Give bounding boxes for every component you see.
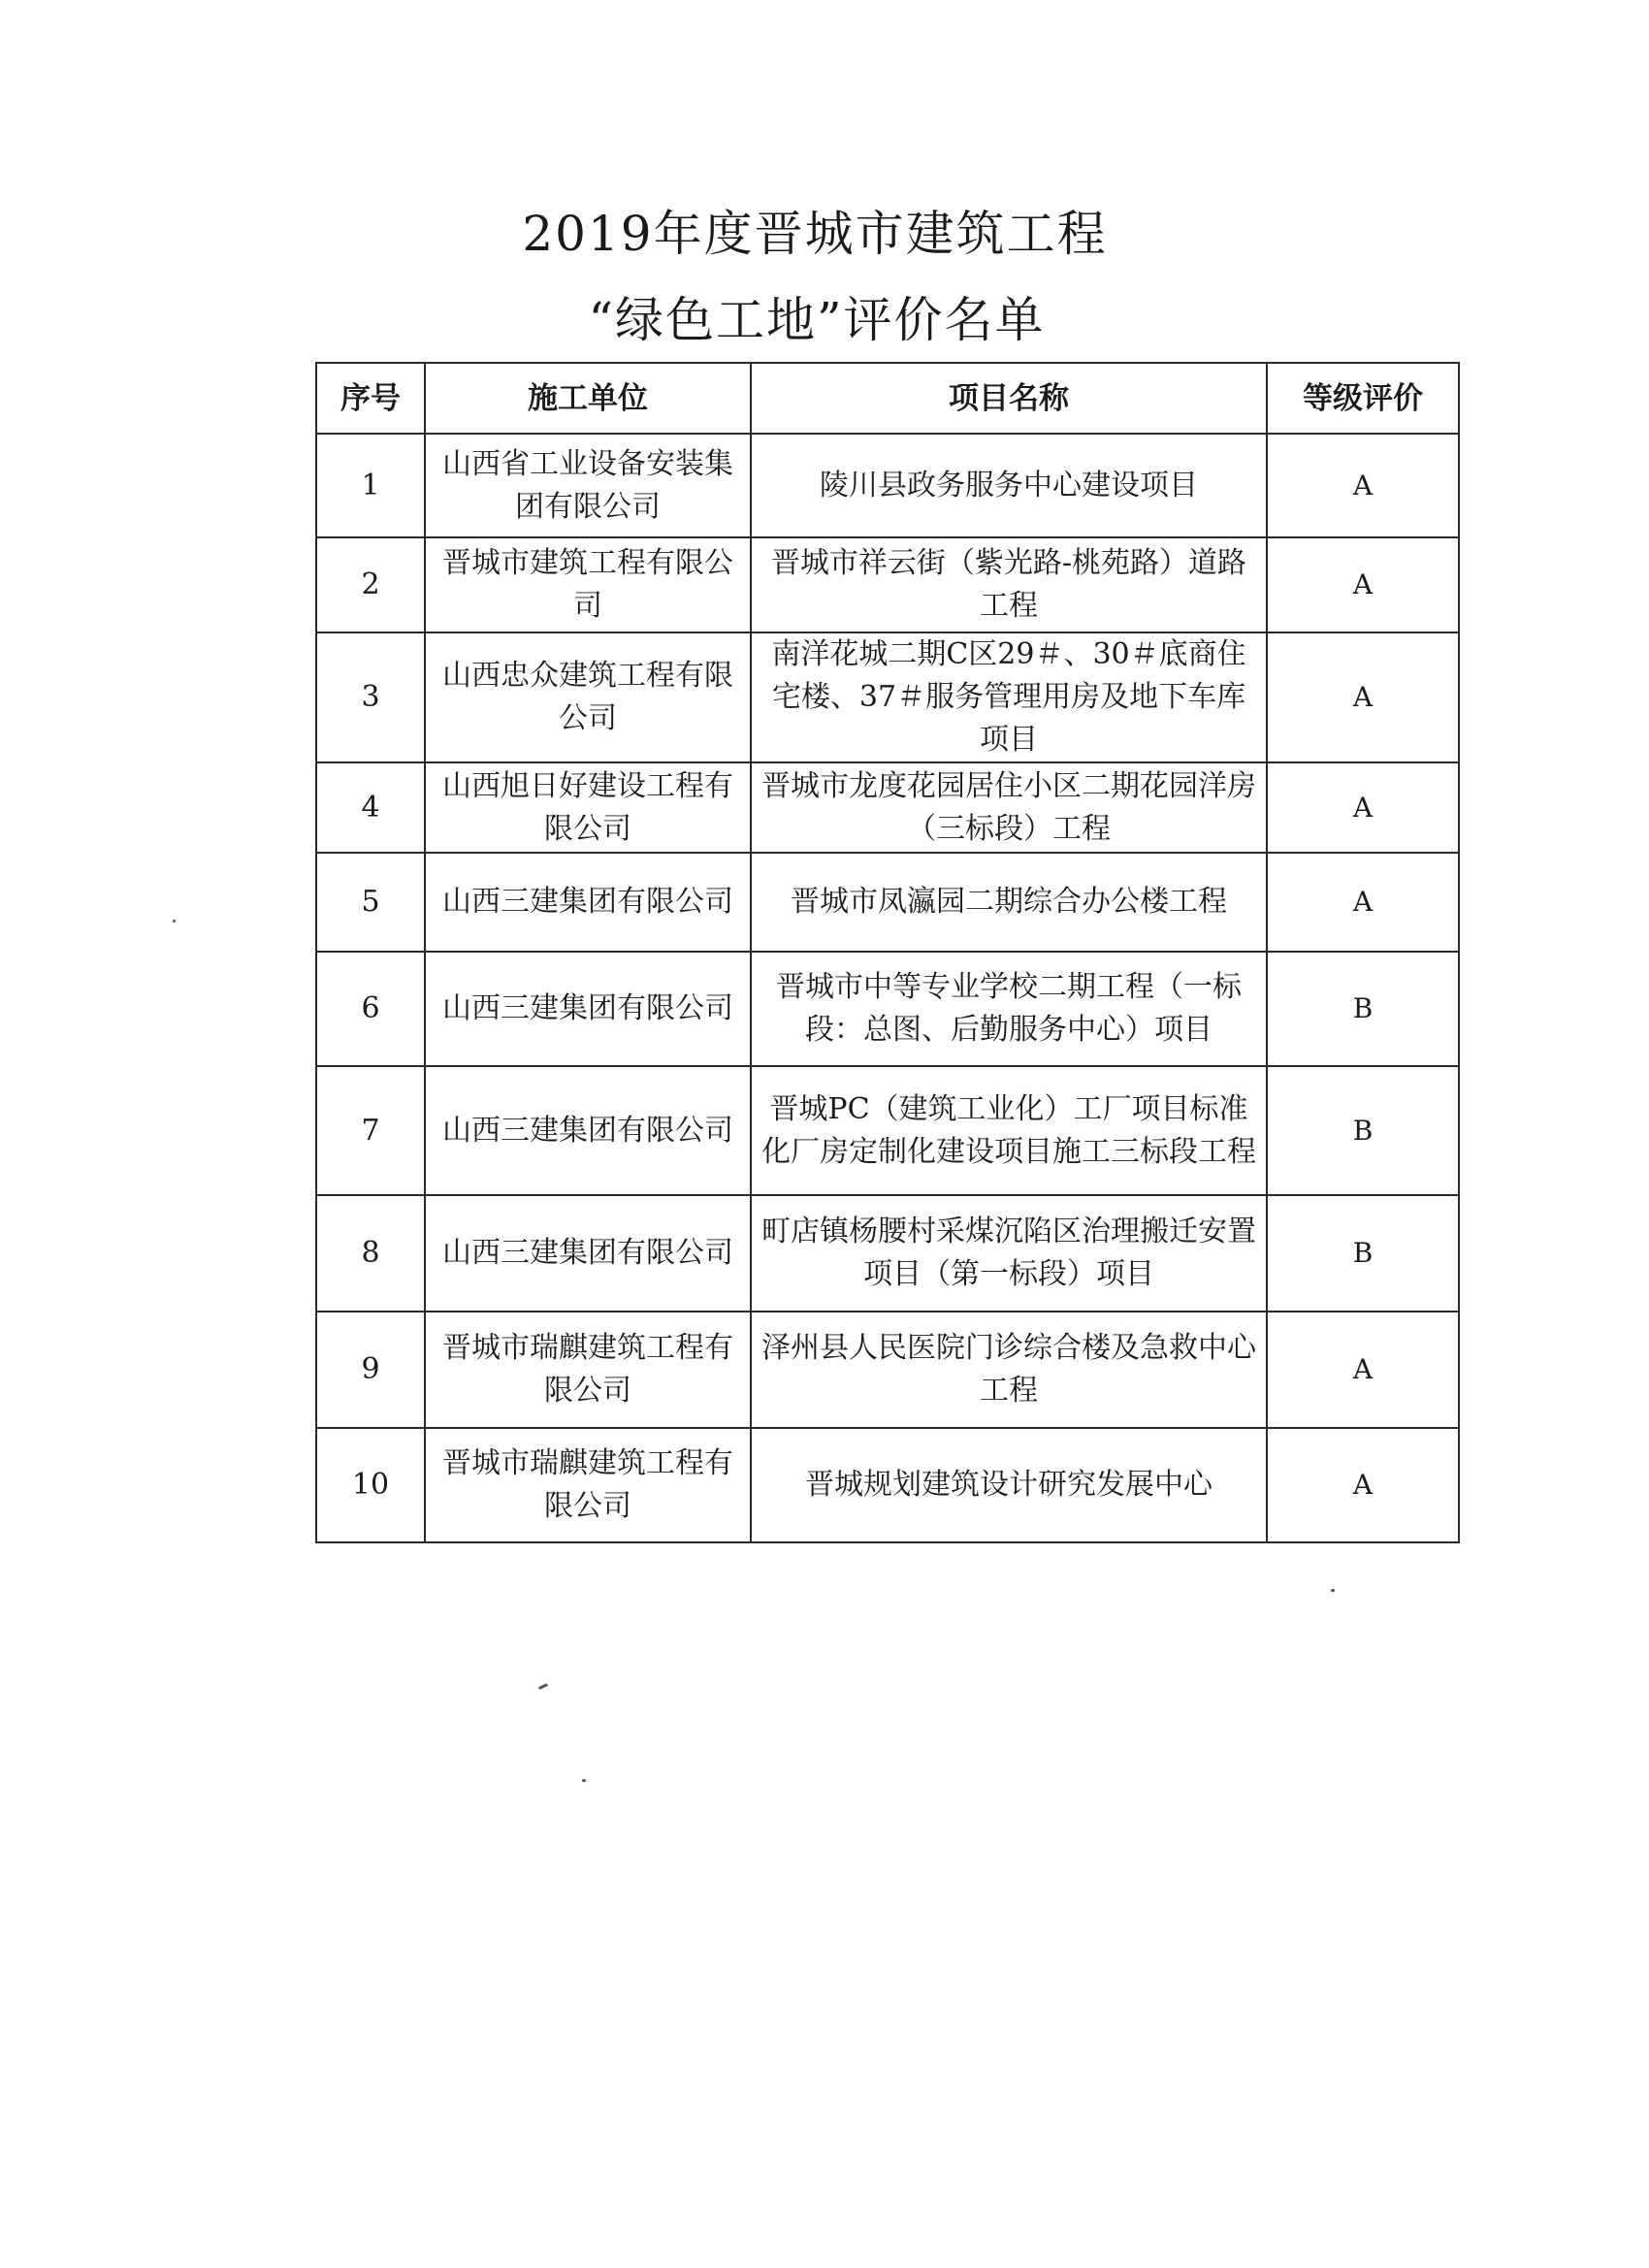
- table-row: [316, 1195, 1459, 1312]
- table-header-row: [316, 363, 1459, 434]
- header-project: 项目名称: [751, 363, 1267, 434]
- cell-grade: B: [1267, 1066, 1459, 1195]
- cell-project: 晋城市中等专业学校二期工程（一标段：总图、后勤服务中心）项目: [751, 952, 1267, 1066]
- cell-unit: 山西三建集团有限公司: [425, 952, 751, 1066]
- cell-unit: 山西三建集团有限公司: [425, 1195, 751, 1312]
- cell-no: 7: [316, 1066, 425, 1195]
- cell-no: 6: [316, 952, 425, 1066]
- cell-project: 泽州县人民医院门诊综合楼及急救中心工程: [751, 1312, 1267, 1428]
- cell-unit: 晋城市建筑工程有限公司: [425, 537, 751, 632]
- scan-speck: [538, 1683, 548, 1690]
- table-row: [316, 762, 1459, 853]
- cell-project: 晋城市凤瀛园二期综合办公楼工程: [751, 853, 1267, 952]
- scan-speck: [173, 920, 176, 923]
- cell-unit: 山西旭日好建设工程有限公司: [425, 762, 751, 853]
- scan-speck: [582, 1779, 586, 1782]
- cell-project: 南洋花城二期C区29＃、30＃底商住宅楼、37＃服务管理用房及地下车库项目: [751, 632, 1267, 762]
- cell-no: 8: [316, 1195, 425, 1312]
- page-title-line-1: 2019年度晋城市建筑工程: [522, 206, 1108, 262]
- cell-unit: 山西忠众建筑工程有限公司: [425, 632, 751, 762]
- table-row: [316, 434, 1459, 537]
- cell-grade: A: [1267, 853, 1459, 952]
- table-row: [316, 1312, 1459, 1428]
- cell-project: 晋城市龙度花园居住小区二期花园洋房（三标段）工程: [751, 762, 1267, 853]
- table-row: [316, 1428, 1459, 1542]
- cell-grade: A: [1267, 434, 1459, 537]
- cell-no: 4: [316, 762, 425, 853]
- table-row: [316, 952, 1459, 1066]
- cell-unit: 山西三建集团有限公司: [425, 1066, 751, 1195]
- cell-grade: A: [1267, 537, 1459, 632]
- cell-no: 9: [316, 1312, 425, 1428]
- cell-no: 1: [316, 434, 425, 537]
- cell-unit: 山西省工业设备安装集团有限公司: [425, 434, 751, 537]
- cell-no: 2: [316, 537, 425, 632]
- cell-project: 晋城规划建筑设计研究发展中心: [751, 1428, 1267, 1542]
- header-unit: 施工单位: [425, 363, 751, 434]
- header-no: 序号: [316, 363, 425, 434]
- cell-project: 晋城PC（建筑工业化）工厂项目标准化厂房定制化建设项目施工三标段工程: [751, 1066, 1267, 1195]
- table-row: [316, 537, 1459, 632]
- cell-project: 陵川县政务服务中心建设项目: [751, 434, 1267, 537]
- scan-speck: [1331, 1589, 1335, 1592]
- cell-unit: 晋城市瑞麒建筑工程有限公司: [425, 1312, 751, 1428]
- header-grade: 等级评价: [1267, 363, 1459, 434]
- cell-grade: B: [1267, 1195, 1459, 1312]
- cell-unit: 山西三建集团有限公司: [425, 853, 751, 952]
- green-site-table: [315, 362, 1460, 1543]
- cell-no: 10: [316, 1428, 425, 1542]
- cell-project: 晋城市祥云街（紫光路-桃苑路）道路工程: [751, 537, 1267, 632]
- table-row: [316, 1066, 1459, 1195]
- cell-project: 町店镇杨腰村采煤沉陷区治理搬迁安置项目（第一标段）项目: [751, 1195, 1267, 1312]
- cell-grade: A: [1267, 1428, 1459, 1542]
- table-row: [316, 632, 1459, 762]
- cell-no: 3: [316, 632, 425, 762]
- cell-unit: 晋城市瑞麒建筑工程有限公司: [425, 1428, 751, 1542]
- page-title-line-2: “绿色工地”评价名单: [588, 292, 1046, 348]
- cell-grade: A: [1267, 762, 1459, 853]
- cell-grade: A: [1267, 632, 1459, 762]
- cell-no: 5: [316, 853, 425, 952]
- table-row: [316, 853, 1459, 952]
- cell-grade: A: [1267, 1312, 1459, 1428]
- cell-grade: B: [1267, 952, 1459, 1066]
